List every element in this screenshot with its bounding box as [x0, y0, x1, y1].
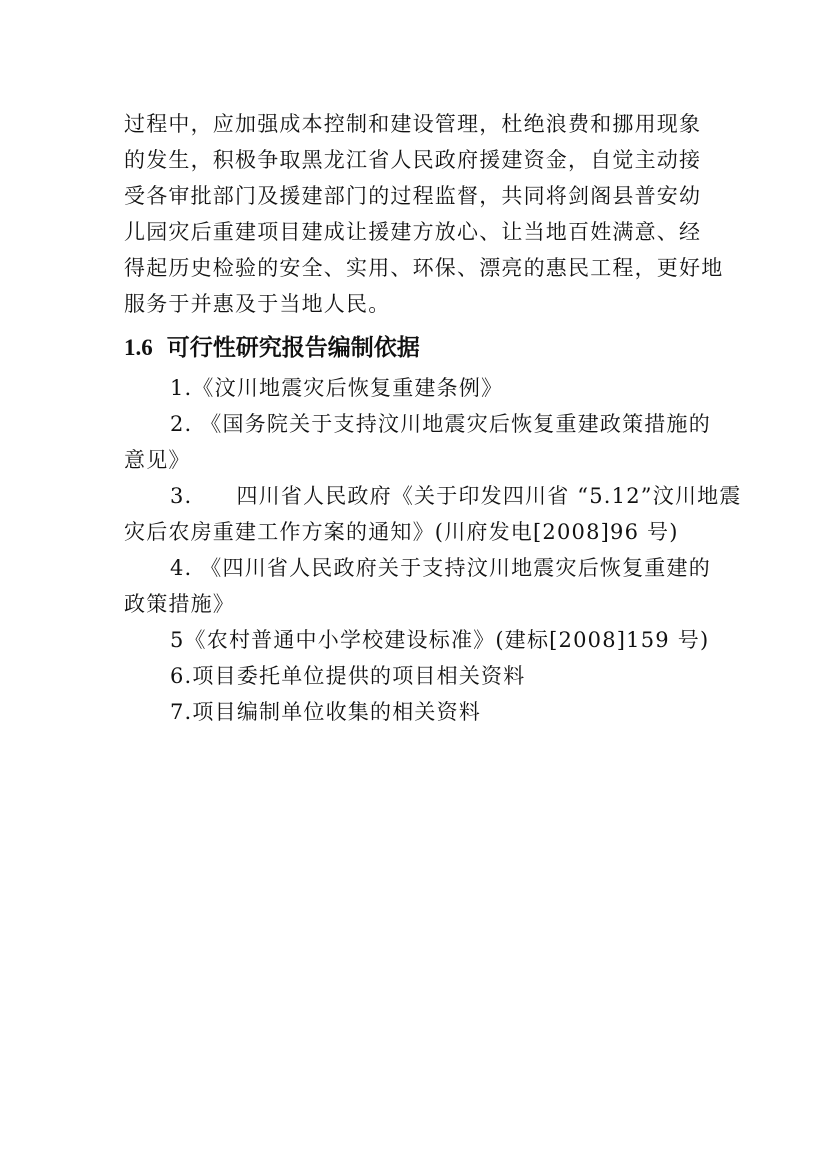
- body-paragraph: [124, 106, 724, 322]
- list-item-number: 3.: [170, 484, 193, 508]
- paragraph-line: 得起历史检验的安全、实用、环保、漂亮的惠民工程，更好地: [124, 256, 724, 280]
- list-item-continuation: 意见》: [124, 448, 191, 472]
- paragraph-line: 的发生，积极争取黑龙江省人民政府援建资金，自觉主动接: [124, 148, 702, 172]
- section-heading: [124, 330, 420, 366]
- paragraph-line: 服务于并惠及于当地人民。: [124, 292, 391, 316]
- list-item-continuation: 政策措施》: [124, 592, 235, 616]
- list-item: 2. 《国务院关于支持汶川地震灾后恢复重建政策措施的: [170, 412, 711, 436]
- paragraph-line: 受各审批部门及援建部门的过程监督，共同将剑阁县普安幼: [124, 184, 702, 208]
- basis-list: [124, 370, 742, 730]
- list-item: 1.《汶川地震灾后恢复重建条例》: [170, 376, 504, 400]
- list-item: 5《农村普通中小学校建设标准》(建标[2008]159 号): [170, 628, 710, 652]
- list-item-continuation: 灾后农房重建工作方案的通知》(川府发电[2008]96 号): [124, 520, 679, 544]
- paragraph-line: 儿园灾后重建项目建成让援建方放心、让当地百姓满意、经: [124, 220, 702, 244]
- list-item: [124, 478, 742, 514]
- section-number: 1.6: [124, 335, 153, 360]
- list-item: 7.项目编制单位收集的相关资料: [170, 700, 482, 724]
- list-item: 6.项目委托单位提供的项目相关资料: [170, 664, 526, 688]
- section-title: 可行性研究报告编制依据: [166, 335, 420, 361]
- list-item-text: 四川省人民政府《关于印发四川省 “5.12”汶川地震: [236, 484, 742, 508]
- list-item: 4. 《四川省人民政府关于支持汶川地震灾后恢复重建的: [170, 556, 711, 580]
- paragraph-line: 过程中，应加强成本控制和建设管理，杜绝浪费和挪用现象: [124, 112, 702, 136]
